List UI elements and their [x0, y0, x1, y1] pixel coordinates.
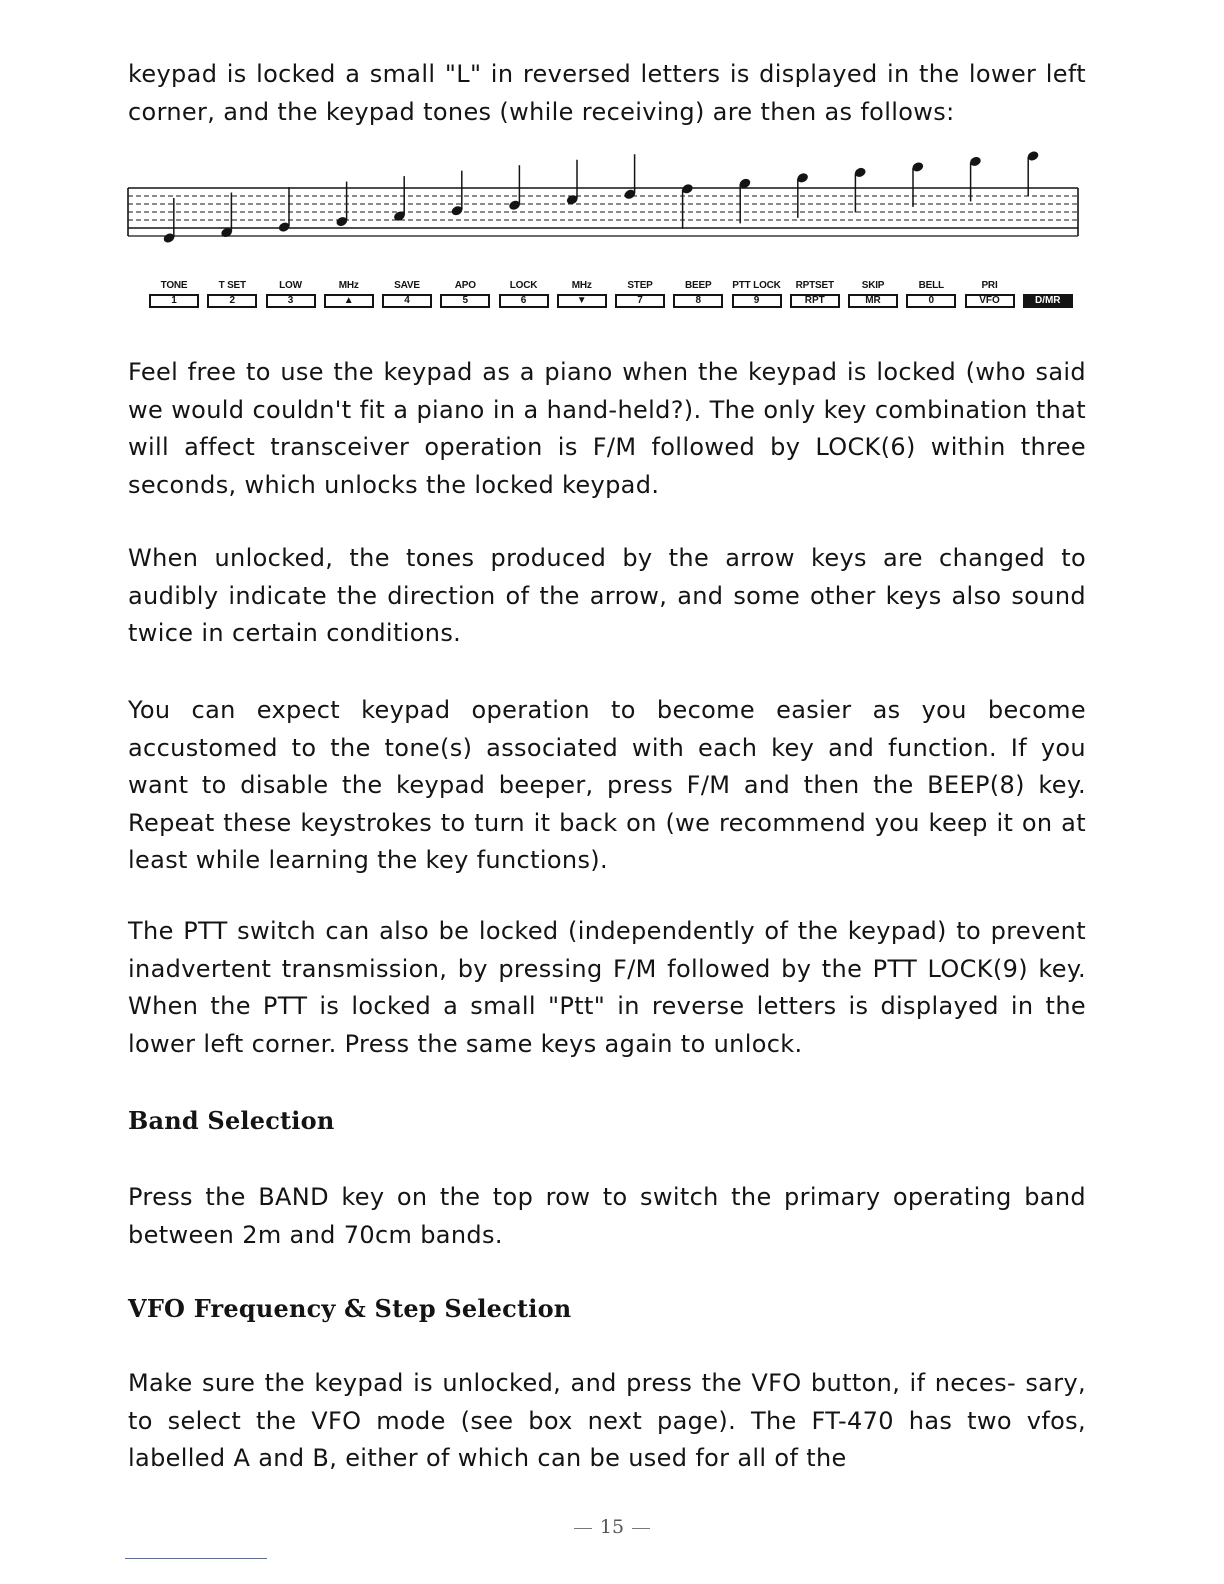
keypad-key-label: MHz [571, 280, 592, 291]
keypad-key-label: BEEP [685, 280, 712, 291]
keypad-key [671, 280, 725, 316]
page-number [0, 1516, 1224, 1538]
keypad-key-label [1021, 280, 1075, 292]
keypad-key-cap: 4 [382, 294, 432, 308]
keypad-tone-staff [126, 140, 1082, 255]
keypad-key [555, 280, 609, 316]
keypad-key-label: RPTSET [795, 280, 834, 291]
keypad-key-label: PTT LOCK [732, 280, 781, 291]
keypad-key-cap: 0 [906, 294, 956, 308]
keypad-key-label: LOW [279, 280, 302, 291]
keypad-key-label: TONE [160, 280, 188, 291]
keypad-key [846, 280, 900, 316]
keypad-key-cap: RPT [790, 294, 840, 308]
piano-paragraph: Feel free to use the keypad as a piano when the keypad is locked (who said we would couldn't fit a piano in a hand-held?). The only key combination that will affect transceiver operation is F/M followed by LOCK(6) within three seconds, which unlocks the locked keypad. [128, 358, 1086, 499]
keypad-key-label: SAVE [394, 280, 420, 291]
keypad-key-cap: 5 [440, 294, 490, 308]
keypad-key-cap: VFO [965, 294, 1015, 308]
vfo-paragraph: Make sure the keypad is unlocked, and press the VFO button, if neces- sary, to select the VFO mode (see box next page). The FT-470 has two vfos, labelled A and B, either of which can be used for all of the [128, 1369, 1086, 1472]
keypad-key [380, 280, 434, 316]
keypad-key-label: LOCK [509, 280, 538, 291]
beeper-paragraph: You can expect keypad operation to become easier as you become accustomed to the tone(s) associated with each key and function. If you want to disable the keypad beeper, press F/M and then the BEEP(8) key. Repeat these keystrokes to turn it back on (we recommend you keep it on at least while learning the key functions). [128, 696, 1086, 874]
keypad-key [322, 280, 376, 316]
keypad-key-label: BELL [918, 280, 944, 291]
keypad-key [730, 280, 784, 316]
keypad-key-cap: 7 [615, 294, 665, 308]
keypad-key-cap: 6 [499, 294, 549, 308]
keypad-key-label: STEP [627, 280, 653, 291]
keypad-key-cap: ▲ [324, 294, 374, 308]
keypad-key-cap: ▼ [557, 294, 607, 308]
band-selection-heading: Band Selection [128, 1106, 335, 1135]
keypad-key [264, 280, 318, 316]
footer-rule [125, 1558, 267, 1559]
keypad-key [205, 280, 259, 316]
keypad-key-cap: 9 [732, 294, 782, 308]
keypad-key-label: APO [454, 280, 476, 291]
intro-paragraph: keypad is locked a small "L" in reversed letters is displayed in the lower left corner, and the keypad tones (while receiving) are then as follows: [128, 60, 1086, 126]
vfo-selection-heading: VFO Frequency & Step Selection [128, 1294, 572, 1323]
page-number-text: 15 [599, 1516, 625, 1538]
page-number-dash-left [574, 1528, 592, 1529]
page-number-dash-right [632, 1528, 650, 1529]
keypad-key-label: MHz [338, 280, 359, 291]
ptt-lock-paragraph: The PTT switch can also be locked (independently of the keypad) to prevent inadvertent transmission, by pressing F/M followed by the PTT LOCK(9) key. When the PTT is locked a small "Ptt" in reverse letters is displayed in the lower left corner. Press the same keys again to unlock. [128, 917, 1086, 1058]
keypad-key [963, 280, 1017, 316]
arrow-tones-paragraph: When unlocked, the tones produced by the arrow keys are changed to audibly indicate the direction of the arrow, and some other keys also sound twice in certain conditions. [128, 544, 1086, 647]
keypad-key-label: SKIP [861, 280, 885, 291]
keypad-key [438, 280, 492, 316]
keypad-key-cap: 1 [149, 294, 199, 308]
band-paragraph: Press the BAND key on the top row to switch the primary operating band between 2m and 70cm bands. [128, 1183, 1086, 1249]
keypad-key-label: PRI [981, 280, 998, 291]
keypad-diagram [147, 280, 1079, 316]
keypad-key [147, 280, 201, 316]
keypad-key [1021, 280, 1075, 316]
keypad-key [613, 280, 667, 316]
keypad-key-label: T SET [218, 280, 246, 291]
keypad-key [904, 280, 958, 316]
keypad-key-cap: 3 [266, 294, 316, 308]
keypad-key-cap: D/MR [1023, 294, 1073, 308]
keypad-key-cap: MR [848, 294, 898, 308]
keypad-key-cap: 2 [207, 294, 257, 308]
keypad-key [788, 280, 842, 316]
keypad-key [497, 280, 551, 316]
keypad-key-cap: 8 [673, 294, 723, 308]
